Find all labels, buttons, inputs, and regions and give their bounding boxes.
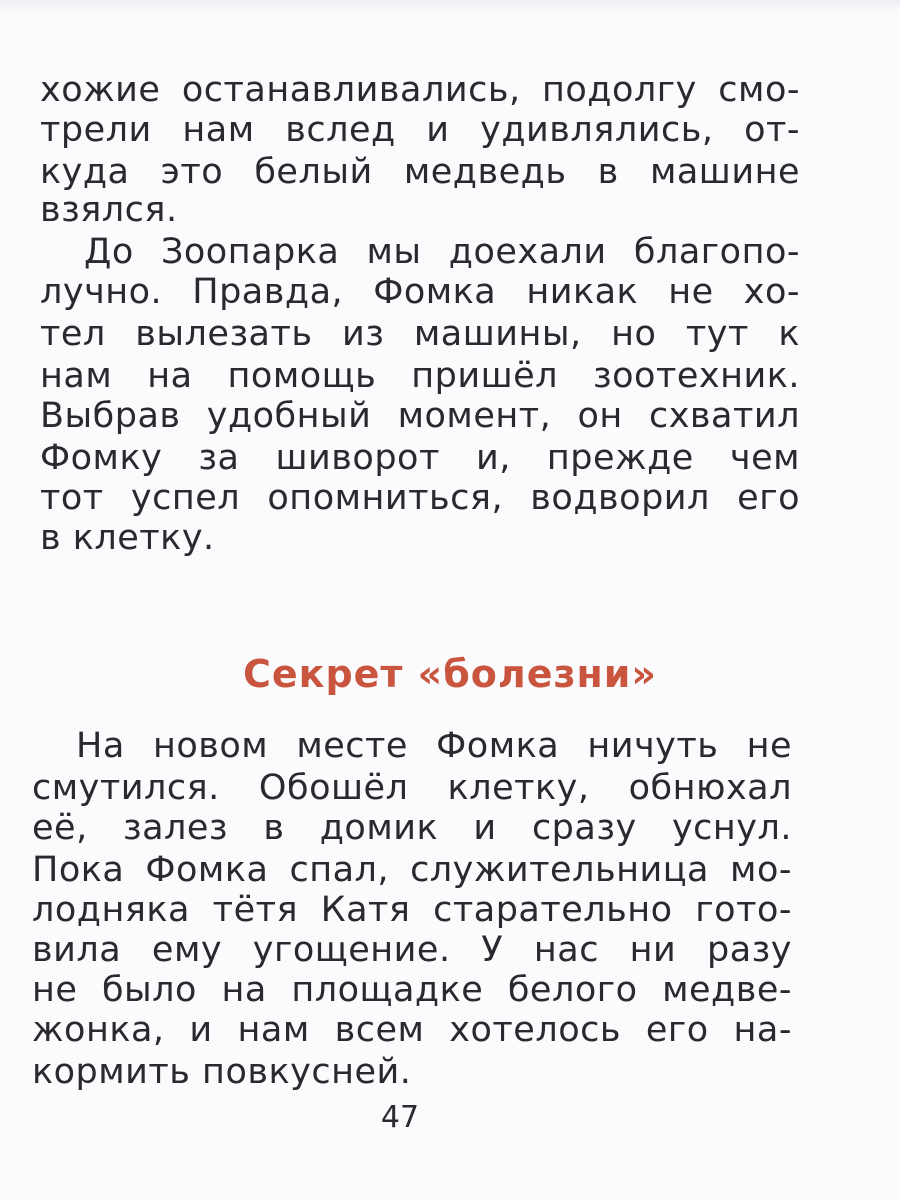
- page-number: 47: [380, 1100, 420, 1135]
- page-edge: [0, 0, 900, 12]
- text-line: жонка, и нам всем хотелось его на-: [32, 1010, 792, 1050]
- text-line: нам на помощь пришёл зоотехник.: [40, 356, 800, 396]
- text-line: хожие останавливались, подолгу смо-: [40, 70, 800, 110]
- text-line: в клетку.: [40, 518, 215, 558]
- text-line: смутился. Обошёл клетку, обнюхал: [32, 768, 792, 808]
- text-line: не было на площадке белого медве-: [32, 970, 792, 1010]
- text-line: взялся.: [40, 190, 178, 230]
- text-line: Выбрав удобный момент, он схватил: [40, 396, 800, 436]
- text-line: куда это белый медведь в машине: [40, 152, 800, 192]
- text-line: Пока Фомка спал, служительница мо-: [32, 850, 792, 890]
- text-line: Фомку за шиворот и, прежде чем: [40, 438, 800, 478]
- text-line: На новом месте Фомка ничуть не: [76, 726, 792, 766]
- text-line: трели нам вслед и удивлялись, от-: [40, 110, 800, 150]
- text-line: тот успел опомниться, водворил его: [40, 478, 800, 518]
- text-line: тел вылезать из машины, но тут к: [40, 314, 800, 354]
- text-line: До Зоопарка мы доехали благопо-: [84, 232, 800, 272]
- text-line: её, залез в домик и сразу уснул.: [32, 808, 792, 848]
- chapter-heading: Секрет «болезни»: [243, 652, 657, 696]
- text-line: лучно. Правда, Фомка никак не хо-: [40, 272, 800, 312]
- text-line: вила ему угощение. У нас ни разу: [32, 930, 792, 970]
- text-line: лодняка тётя Катя старательно гото-: [32, 890, 792, 930]
- text-line: кормить повкусней.: [32, 1052, 412, 1092]
